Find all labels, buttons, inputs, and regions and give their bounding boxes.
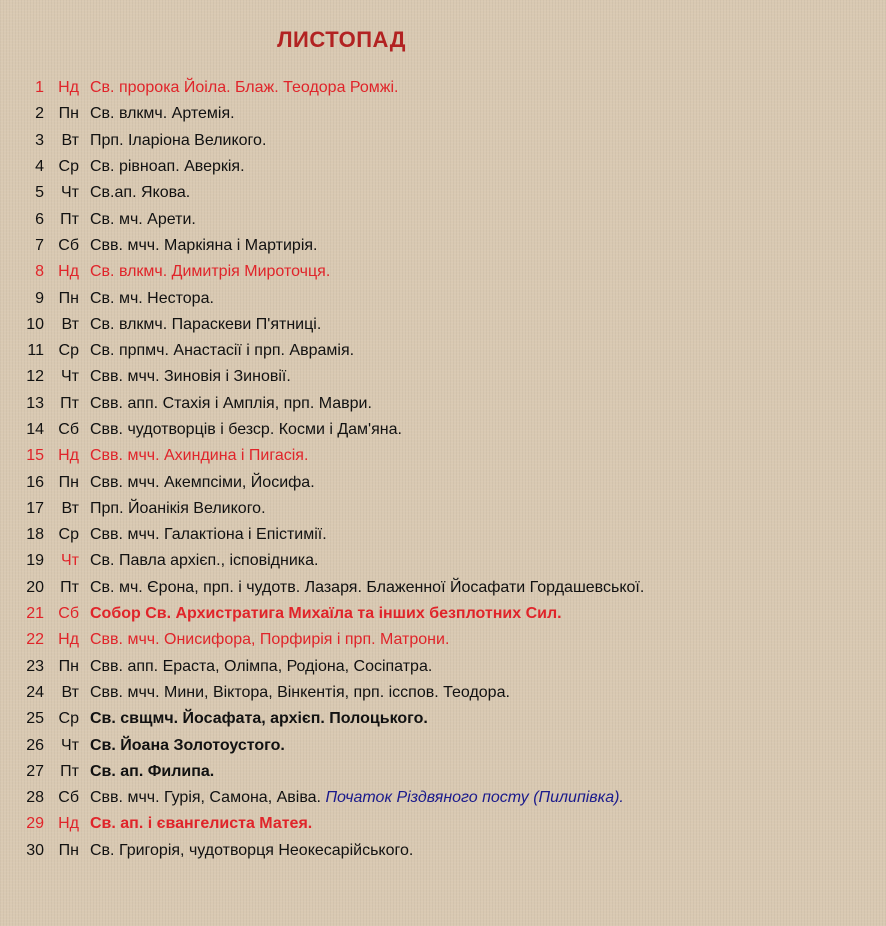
day-of-week: Пн	[58, 473, 79, 491]
day-of-week: Пт	[60, 578, 79, 596]
day-number: 22	[26, 631, 44, 649]
calendar-row	[0, 391, 886, 417]
day-of-week: Нд	[58, 631, 79, 649]
day-number: 14	[26, 421, 44, 438]
day-number: 21	[26, 605, 44, 623]
calendar-row	[0, 154, 886, 180]
feast-name: Св. свщмч. Йосафата, архієп. Полоцького.	[90, 710, 428, 728]
feast-name: Прп. Іларіона Великого.	[90, 131, 267, 149]
day-of-week: Вт	[61, 315, 79, 333]
day-number: 8	[35, 263, 44, 281]
feast-name: Св. ап. Филипа.	[90, 762, 215, 780]
day-number: 26	[26, 736, 44, 754]
feast-text	[90, 158, 245, 176]
calendar-row	[0, 838, 886, 864]
feast-name: Св. мч. Арети.	[90, 210, 196, 228]
calendar-row	[0, 206, 886, 232]
calendar-row	[0, 338, 886, 364]
calendar-row	[0, 180, 886, 206]
day-number: 25	[26, 710, 44, 728]
feast-text	[90, 631, 449, 649]
feast-text	[90, 421, 402, 439]
feast-name: Св. Павла архієп., ісповідника.	[90, 552, 319, 570]
feast-text	[90, 789, 624, 807]
day-of-week: Ср	[58, 526, 79, 544]
feast-text	[90, 842, 413, 860]
calendar-row	[0, 627, 886, 653]
day-of-week: Чт	[61, 736, 79, 754]
feast-text	[90, 579, 644, 597]
day-of-week: Пт	[60, 762, 79, 780]
calendar-row	[0, 75, 886, 101]
day-of-week: Вт	[61, 683, 79, 701]
calendar-row	[0, 706, 886, 732]
feast-text	[90, 132, 266, 150]
feast-name: Св. влкмч. Параскеви П'ятниці.	[90, 315, 322, 333]
feast-name: Свв. мчч. Ахиндина і Пигасія.	[90, 447, 309, 465]
feast-text	[90, 316, 321, 334]
day-of-week: Сб	[58, 789, 79, 807]
day-number: 15	[26, 447, 44, 465]
feast-text	[90, 605, 562, 623]
day-number: 16	[26, 473, 44, 491]
feast-name: Св. влкмч. Артемія.	[90, 105, 235, 123]
feast-text	[90, 552, 318, 570]
day-number: 9	[35, 289, 44, 307]
feast-name: Св. пророка Йоіла. Блаж. Теодора Ромжі.	[90, 79, 399, 97]
day-of-week: Нд	[58, 815, 79, 833]
day-number: 3	[35, 131, 44, 149]
page-title: ЛИСТОПАД	[277, 27, 406, 52]
day-number: 24	[26, 683, 44, 701]
feast-text	[90, 815, 312, 833]
feast-name: Прп. Йоанікія Великого.	[90, 499, 266, 517]
day-number: 17	[26, 499, 44, 517]
day-number: 29	[26, 815, 44, 833]
feast-text	[90, 368, 291, 386]
feast-name: Свв. чудотворців і безср. Косми і Дам'яна.	[90, 421, 402, 438]
calendar-list	[0, 75, 886, 864]
day-of-week: Сб	[58, 236, 79, 254]
feast-name: Св. влкмч. Димитрія Мироточця.	[90, 263, 331, 281]
feast-name: Свв. мчч. Гурія, Самона, Авіва.	[90, 789, 321, 807]
day-number: 28	[26, 789, 44, 807]
day-number: 10	[26, 315, 44, 333]
calendar-row	[0, 101, 886, 127]
calendar-row	[0, 364, 886, 390]
calendar-row	[0, 469, 886, 495]
day-number: 18	[26, 526, 44, 544]
day-number: 20	[26, 578, 44, 596]
feast-text	[90, 290, 214, 308]
calendar-row	[0, 680, 886, 706]
day-of-week: Нд	[58, 79, 79, 97]
feast-text	[90, 342, 354, 360]
feast-text	[90, 710, 428, 728]
feast-name: Свв. мчч. Мини, Віктора, Вінкентія, прп. ісспов. Теодора.	[90, 683, 510, 701]
calendar-row	[0, 496, 886, 522]
day-number: 27	[26, 762, 44, 780]
feast-name: Св. Йоана Золотоустого.	[90, 736, 285, 754]
day-of-week: Пт	[60, 394, 79, 412]
day-of-week: Чт	[61, 552, 79, 570]
feast-text	[90, 237, 318, 255]
day-of-week: Пн	[58, 289, 79, 307]
day-of-week: Пн	[58, 105, 79, 123]
feast-name: Свв. апп. Ераста, Олімпа, Родіона, Сосіпатра.	[90, 657, 433, 675]
day-number: 13	[26, 394, 44, 412]
day-of-week: Сб	[58, 421, 79, 438]
day-of-week: Сб	[58, 605, 79, 623]
calendar-row	[0, 601, 886, 627]
day-number: 7	[35, 236, 44, 254]
day-of-week: Нд	[58, 263, 79, 281]
calendar-row	[0, 259, 886, 285]
day-number: 23	[26, 657, 44, 675]
calendar-row	[0, 811, 886, 837]
day-of-week: Чт	[61, 184, 79, 202]
day-of-week: Ср	[58, 158, 79, 176]
feast-name: Свв. мчч. Акемпсіми, Йосифа.	[90, 473, 315, 491]
feast-name: Собор Св. Архистратига Михаїла та інших безплотних Сил.	[90, 605, 562, 623]
day-number: 30	[26, 841, 44, 859]
feast-name: Свв. мчч. Маркіяна і Мартирія.	[90, 236, 318, 254]
calendar-row	[0, 522, 886, 548]
feast-name: Свв. мчч. Онисифора, Порфирія і прп. Матрони.	[90, 631, 450, 649]
calendar-row	[0, 785, 886, 811]
calendar-row	[0, 759, 886, 785]
feast-text	[90, 395, 372, 413]
feast-text	[90, 263, 330, 281]
day-of-week: Пн	[58, 657, 79, 675]
day-of-week: Ср	[58, 342, 79, 360]
day-number: 5	[35, 184, 44, 202]
calendar-row	[0, 732, 886, 758]
day-of-week: Вт	[61, 131, 79, 149]
feast-name: Свв. мчч. Зиновія і Зиновії.	[90, 368, 291, 386]
feast-name: Св. Григорія, чудотворця Неокесарійського.	[90, 841, 414, 859]
feast-text	[90, 658, 432, 676]
feast-name: Св. рівноап. Аверкія.	[90, 158, 245, 176]
day-of-week: Ср	[58, 710, 79, 728]
feast-text	[90, 447, 308, 465]
day-of-week: Пт	[60, 210, 79, 228]
day-of-week: Нд	[58, 447, 79, 465]
day-of-week: Вт	[61, 499, 79, 517]
calendar-row	[0, 312, 886, 338]
day-number: 1	[35, 79, 44, 97]
feast-name: Свв. мчч. Галактіона і Епістимії.	[90, 526, 327, 544]
day-number: 4	[35, 158, 44, 176]
day-number: 19	[26, 552, 44, 570]
day-number: 11	[27, 342, 44, 360]
calendar-row	[0, 233, 886, 259]
feast-name: Св. мч. Нестора.	[90, 289, 214, 307]
feast-name: Свв. апп. Стахія і Амплія, прп. Маври.	[90, 394, 372, 412]
calendar-row	[0, 443, 886, 469]
feast-name: Св. прпмч. Анастасії і прп. Аврамія.	[90, 342, 355, 360]
calendar-row	[0, 548, 886, 574]
feast-text	[90, 474, 315, 492]
feast-text	[90, 763, 214, 781]
feast-text	[90, 737, 285, 755]
feast-text	[90, 105, 235, 123]
day-of-week: Пн	[58, 841, 79, 859]
feast-text	[90, 184, 190, 202]
fast-note: Початок Різдвяного посту (Пилипівка).	[325, 789, 624, 807]
calendar-row	[0, 575, 886, 601]
feast-text	[90, 526, 327, 544]
calendar-row	[0, 417, 886, 443]
day-number: 2	[35, 105, 44, 123]
calendar-row	[0, 654, 886, 680]
feast-text	[90, 79, 399, 97]
day-number: 6	[35, 210, 44, 228]
day-number: 12	[26, 368, 44, 386]
feast-text	[90, 684, 510, 702]
day-of-week: Чт	[61, 368, 79, 386]
feast-name: Св. мч. Єрона, прп. і чудотв. Лазаря. Блаженної Йосафати Гордашевської.	[90, 578, 645, 596]
feast-name: Св. ап. і євангелиста Матея.	[90, 815, 313, 833]
feast-text	[90, 211, 196, 229]
feast-text	[90, 500, 266, 518]
calendar-row	[0, 128, 886, 154]
calendar-row	[0, 285, 886, 311]
feast-name: Св.ап. Якова.	[90, 184, 191, 202]
